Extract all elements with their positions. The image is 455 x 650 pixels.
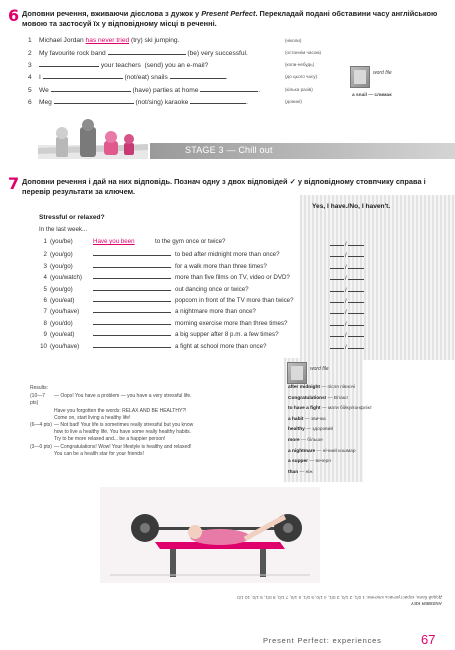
answer-blank[interactable] (200, 85, 261, 94)
answer-blank[interactable] (54, 97, 134, 104)
answer-column-background (300, 195, 455, 360)
result-range: (6—4 pts) (30, 422, 52, 429)
word-file-term: a nightmare (288, 448, 316, 454)
word-file-entry (288, 427, 333, 432)
word-file-term: Congratulations! (288, 395, 327, 401)
answer-separator: / (345, 264, 347, 271)
answer-blank[interactable] (93, 272, 171, 279)
answer-blank[interactable] (330, 273, 344, 280)
word-file-icon (350, 66, 370, 88)
answer-separator: / (345, 299, 347, 305)
result-line (30, 393, 259, 407)
answer-blank[interactable] (190, 97, 246, 104)
quiz-question (37, 261, 267, 271)
sentence-text: (not/eat) snails (122, 74, 170, 81)
answer-checkboxes (330, 262, 364, 271)
quiz-question (37, 272, 290, 282)
result-text: — Congratulations! Wow! Your lifestyle is healthy and relaxed! (54, 443, 192, 450)
results-heading: Results: (30, 385, 49, 391)
chess-pieces-illustration (28, 117, 153, 162)
answer-blank[interactable] (330, 307, 344, 314)
answer-checkboxes (330, 273, 364, 282)
word-file-term: than (288, 469, 299, 475)
word-file-translation: — нічний кошмар (315, 448, 356, 454)
exercise-6-sentence (28, 36, 179, 45)
question-text: a fight at school more than once? (175, 342, 267, 350)
sentence-text: . (258, 87, 261, 94)
answer-blank[interactable] (330, 296, 344, 303)
sentence-text: (not/sing) karaoke (133, 99, 191, 106)
answer-separator: / (345, 333, 347, 340)
word-file-translation: — звичка (303, 416, 326, 422)
question-verb-hint: (you/eat) (50, 297, 75, 304)
answer-blank[interactable] (330, 262, 344, 269)
example-answer: has never tried (85, 37, 130, 44)
answer-separator: / (345, 276, 347, 283)
word-file-entry (288, 396, 348, 401)
result-range (30, 436, 54, 443)
word-file-entry: a snail — слимак (352, 93, 392, 98)
answer-checkboxes (330, 319, 364, 328)
quiz-question (37, 329, 279, 339)
answer-blank[interactable] (170, 72, 226, 79)
question-number: 4 (43, 274, 47, 282)
sentence-text: Michael Jordan (39, 37, 86, 44)
sentence-number: 1 (28, 37, 32, 44)
question-verb-hint: (you/have) (50, 308, 80, 316)
question-number: 2 (43, 251, 47, 259)
question-verb-hint: (you/be) (50, 238, 73, 245)
word-file-entry (288, 449, 356, 454)
answer-blank[interactable] (93, 284, 171, 291)
word-file-translation: — вечеря (308, 459, 331, 465)
answer-key-text: Додай бали, користуючись ключем: 1 0/1, 2 1/0, 3 0/1, 4 1/0, 5 0/1, 6 1/0, 7 1/0, 8 0/1, 9 1/0, 10 1/0 (237, 595, 442, 600)
answer-blank[interactable] (348, 307, 364, 314)
result-line (30, 436, 259, 443)
question-text: for a walk more than three times? (175, 262, 267, 270)
word-file-title: word file (373, 70, 392, 76)
sentence-number: 2 (28, 50, 32, 57)
question-text: to bed after midnight more than once? (175, 251, 280, 259)
answer-blank[interactable] (43, 72, 123, 79)
exercise-7-number: 7 (8, 174, 20, 193)
exercise-6-sentence (28, 48, 248, 58)
example-answer: Have you been (93, 238, 135, 245)
word-file-term: after midnight (288, 385, 320, 390)
answer-checkboxes (330, 250, 364, 259)
exercise-7-instruction: Доповни речення і дай на них відповідь. Познач одну з двох відповідей ✓ у відповідному стовпчику справа і перевір результати за ключем. (22, 177, 426, 196)
word-file-title: word file (310, 366, 329, 372)
stage-title: STAGE 3 — Chill out (185, 145, 273, 155)
sentence-text: I (39, 74, 43, 81)
answer-blank[interactable] (348, 239, 364, 246)
sentence-text: (try) ski jumping. (129, 37, 180, 44)
question-number: 1 (43, 238, 47, 245)
answer-checkboxes (330, 330, 364, 339)
sentence-text: (have) parties at home (130, 87, 201, 94)
question-text: to the gym once or twice? (155, 238, 226, 245)
word-file-icon (287, 362, 307, 384)
sentence-text: We (39, 87, 51, 94)
answer-checkboxes (330, 296, 364, 305)
time-expression-hint: (коли-небудь) (285, 62, 315, 67)
quiz-question (37, 306, 256, 316)
word-file-entry (288, 406, 372, 411)
answer-blank[interactable] (348, 285, 364, 292)
exercise-6-sentence (28, 97, 248, 107)
result-text: Try to be more relaxed and... be a happier person! (54, 436, 166, 443)
word-file-term: healthy (288, 427, 305, 433)
result-text: how to live a healthy life. You have some really healthy habits. (54, 429, 192, 436)
time-expression-hint: (до цього часу) (285, 74, 318, 79)
quiz-question (37, 318, 287, 328)
quiz-question (37, 341, 267, 351)
page-number: 67 (421, 632, 436, 647)
quiz-question (37, 238, 226, 246)
question-number: 6 (43, 297, 47, 304)
question-text: a nightmare more than once? (175, 308, 256, 316)
sentence-text: (send) you an e-mail? (142, 62, 209, 69)
weightlifter-illustration (100, 487, 320, 583)
answer-checkboxes (330, 307, 364, 316)
word-file-term: to have a fight (288, 406, 321, 412)
question-number: 10 (40, 342, 47, 350)
answer-blank[interactable] (348, 273, 364, 280)
sentence-text: My favourite rock band (39, 50, 108, 57)
result-line (30, 415, 259, 422)
answer-blank[interactable] (108, 48, 186, 55)
question-verb-hint: (you/go) (50, 262, 73, 270)
exercise-6-sentence (28, 85, 260, 95)
result-range: (3—0 pts) (30, 443, 52, 450)
answer-blank[interactable] (330, 285, 344, 292)
answer-blank[interactable] (348, 330, 364, 337)
sentence-number: 5 (28, 87, 32, 94)
word-file-term: more (288, 438, 300, 443)
result-text: Come on, start living a healthy life! (54, 414, 131, 421)
answer-separator: / (345, 253, 347, 260)
answer-blank[interactable] (93, 329, 171, 336)
word-file-translation: — здоровий (304, 427, 334, 433)
question-text: popcorn in front of the TV more than twice? (175, 297, 294, 304)
question-text: a big supper after 8 p.m. a few times? (175, 331, 279, 339)
time-expression-hint: (останнім часом) (285, 50, 322, 55)
word-file-translation: — мати бійку/конфлікт (320, 406, 372, 412)
answer-checkboxes (330, 285, 364, 294)
question-verb-hint: (you/go) (50, 285, 73, 293)
answer-blank[interactable] (348, 262, 364, 269)
quiz-question (37, 284, 249, 294)
sentence-text: Meg (39, 99, 54, 106)
question-verb-hint: (you/go) (50, 251, 73, 259)
word-file-entry (288, 470, 313, 475)
answer-blank[interactable] (348, 319, 364, 326)
result-line (30, 451, 259, 458)
result-line (30, 422, 259, 429)
word-file-term: a supper (288, 459, 308, 465)
answer-checkboxes (330, 342, 364, 351)
question-number: 5 (43, 285, 47, 293)
quiz-question (37, 295, 294, 305)
word-file-translation: — більше (299, 438, 323, 443)
time-expression-hint: (ніколи) (285, 38, 302, 43)
question-number: 8 (43, 319, 47, 327)
word-file-entry (288, 417, 326, 422)
exercise-6-instruction: Доповни речення, вживаючи дієслова з дужок у Present Perfect. Перекладай подані обставини часу англійською мовою та застосуй їх у відповідному місці в реченні. (22, 9, 438, 28)
answer-blank[interactable] (93, 261, 171, 268)
question-number: 9 (43, 331, 47, 339)
result-text: Have you forgotten the words: RELAX AND BE HEALTHY?! (54, 407, 187, 414)
result-text: You can be a health star for your friends! (54, 450, 144, 457)
result-range (30, 408, 54, 415)
sentence-text: . (246, 99, 248, 106)
sentence-number: 3 (28, 62, 32, 69)
result-text: — Not bad! Your life is sometimes really stressful but you know (54, 422, 194, 429)
answer-blank[interactable] (51, 85, 131, 92)
exercise-6-sentence (28, 72, 227, 82)
result-range (30, 429, 54, 436)
result-range (30, 451, 54, 458)
question-verb-hint: (you/have) (50, 342, 80, 350)
question-number: 7 (43, 308, 47, 316)
answer-blank[interactable] (330, 250, 344, 257)
result-range (30, 415, 54, 422)
quiz-results (30, 385, 259, 458)
word-file-entry (288, 438, 323, 443)
result-line (30, 429, 259, 436)
result-line (30, 408, 259, 415)
result-text: — Oops! You have a problem — you have a very stressful life. (54, 393, 192, 400)
word-file-translation: — ніж (298, 469, 313, 475)
answer-column-header: Yes, I have./No, I haven't. (312, 203, 391, 210)
answer-key-label: ANSWER KEY (410, 601, 442, 606)
word-file-entry (288, 459, 331, 464)
question-text: out dancing once or twice? (175, 285, 249, 293)
word-file-translation: — Вітаю! (326, 395, 348, 401)
sentence-text: your teachers (99, 62, 143, 69)
answer-blank[interactable] (39, 60, 99, 67)
answer-blank[interactable] (93, 318, 171, 325)
exercise-6-sentence (28, 60, 208, 70)
answer-blank[interactable] (348, 250, 364, 257)
answer-blank[interactable] (348, 296, 364, 303)
time-expression-hint: (кілька разів) (285, 87, 313, 92)
quiz-title: Stressful or relaxed? (39, 214, 105, 221)
answer-separator: / (345, 344, 347, 351)
result-range: (10—7 pts) (30, 393, 46, 407)
word-file-entry (288, 385, 355, 390)
question-text: more than five films on TV, video or DVD? (175, 274, 290, 282)
answer-separator: / (345, 321, 347, 328)
word-file-translation: — після півночі (319, 385, 356, 390)
sentence-number: 6 (28, 99, 32, 106)
answer-blank[interactable] (348, 342, 364, 349)
answer-checkboxes (330, 239, 364, 248)
question-verb-hint: (you/do) (50, 319, 73, 327)
answer-separator: / (345, 310, 347, 317)
question-verb-hint: (you/eat) (50, 331, 75, 339)
quiz-intro: In the last week... (39, 226, 88, 233)
sentence-number: 4 (28, 74, 32, 81)
sentence-text: . (225, 74, 228, 81)
footer-title: Present Perfect: experiences (263, 636, 382, 645)
result-line (30, 444, 259, 451)
sentence-text: (be) very successful. (185, 50, 248, 57)
answer-blank[interactable] (330, 330, 344, 337)
exercise-6-number: 6 (8, 6, 20, 25)
answer-separator: / (345, 242, 347, 248)
quiz-question (37, 249, 280, 259)
answer-blank[interactable] (93, 295, 171, 302)
answer-blank[interactable] (330, 239, 344, 246)
answer-blank[interactable] (93, 306, 171, 313)
time-expression-hint: (донині) (285, 99, 302, 104)
question-text: morning exercise more than three times? (175, 319, 288, 327)
question-number: 3 (43, 262, 47, 270)
answer-blank[interactable] (330, 342, 344, 349)
answer-separator: / (345, 287, 347, 294)
answer-blank[interactable] (93, 341, 171, 348)
word-file-term: a habit (288, 416, 304, 422)
answer-key (192, 594, 442, 606)
answer-blank[interactable] (93, 249, 171, 256)
question-verb-hint: (you/watch) (50, 274, 82, 282)
answer-blank[interactable] (330, 319, 344, 326)
